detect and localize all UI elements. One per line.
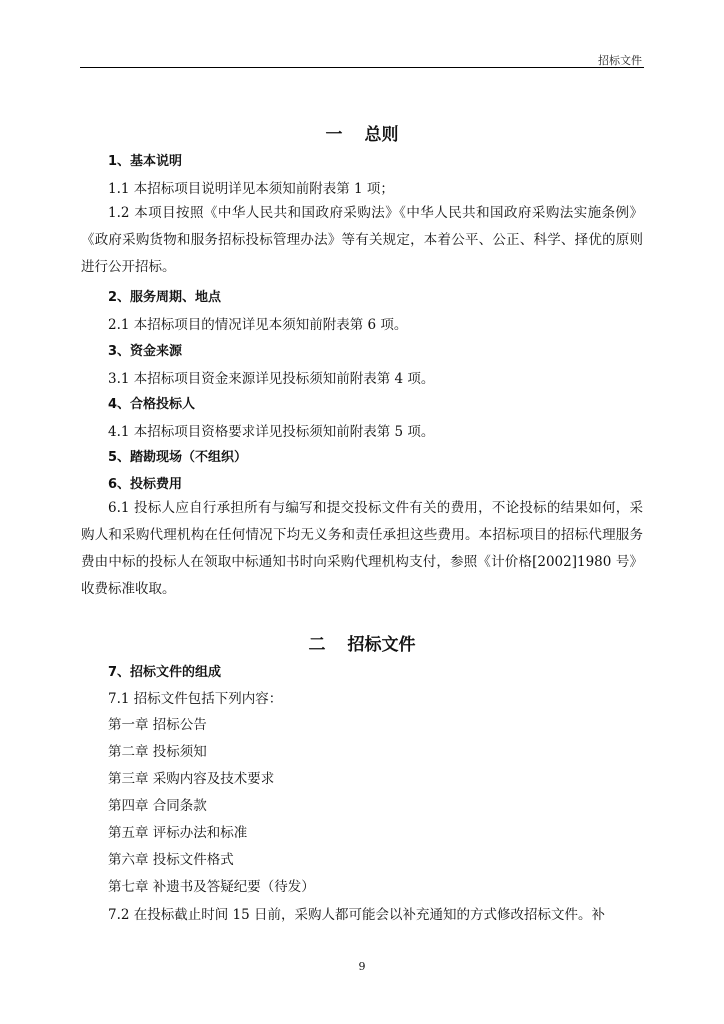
- chapter-number: 一: [325, 125, 343, 145]
- paragraph-1-1: 1.1 本招标项目说明详见本须知前附表第 1 项；: [108, 181, 394, 197]
- section-5-heading: 5、踏勘现场（不组织）: [108, 450, 248, 465]
- section-2-heading: 2、服务周期、地点: [108, 290, 222, 305]
- section-7-heading: 7、招标文件的组成: [108, 665, 222, 680]
- paragraph-1-2: 1.2 本项目按照《中华人民共和国政府采购法》《中华人民共和国政府采购法实施条例》《政府采购货物和服务招标投标管理办法》等有关规定，本着公平、公正、科学、择优的原则进行公开招标。: [81, 205, 643, 275]
- list-item: 第三章 采购内容及技术要求: [108, 771, 275, 787]
- section-4-heading: 4、合格投标人: [108, 397, 196, 412]
- list-item: 第六章 投标文件格式: [108, 852, 234, 868]
- page-number: 9: [358, 960, 366, 973]
- chapter-two-title: [81, 630, 643, 655]
- paragraph-2-1: 2.1 本招标项目的情况详见本须知前附表第 6 项。: [108, 317, 408, 333]
- list-item: 第五章 评标办法和标准: [108, 825, 248, 841]
- paragraph-7-1: 7.1 招标文件包括下列内容：: [108, 691, 283, 707]
- paragraph-6-1: 6.1 投标人应自行承担所有与编写和提交投标文件有关的费用，不论投标的结果如何，采购人和采购代理机构在任何情况下均无义务和责任承担这些费用。本招标项目的招标代理服务费由中标的投标人在领取中标通知书时向采购代理机构支付，参照《计价格[2002]1980 号》收费标准收取。: [81, 500, 643, 597]
- list-item: 第一章 招标公告: [108, 717, 207, 733]
- paragraph-3-1: 3.1 本招标项目资金来源详见投标须知前附表第 4 项。: [108, 371, 435, 387]
- chapter-title-text: 招标文件: [347, 635, 416, 655]
- paragraph-7-2: 7.2 在投标截止时间 15 日前，采购人都可能会以补充通知的方式修改招标文件。补: [108, 907, 606, 923]
- chapter-title-text: 总则: [364, 125, 399, 145]
- chapter-one-title: [81, 120, 643, 145]
- section-1-heading: 1、基本说明: [108, 154, 183, 169]
- chapter-number: 二: [308, 635, 326, 655]
- list-item: 第四章 合同条款: [108, 798, 207, 814]
- running-header: 招标文件: [598, 54, 642, 67]
- list-item: 第二章 投标须知: [108, 744, 207, 760]
- list-item: 第七章 补遗书及答疑纪要（待发）: [108, 879, 315, 895]
- section-6-heading: 6、投标费用: [108, 477, 183, 492]
- section-3-heading: 3、资金来源: [108, 344, 183, 359]
- paragraph-4-1: 4.1 本招标项目资格要求详见投标须知前附表第 5 项。: [108, 424, 435, 440]
- header-divider: [80, 67, 644, 68]
